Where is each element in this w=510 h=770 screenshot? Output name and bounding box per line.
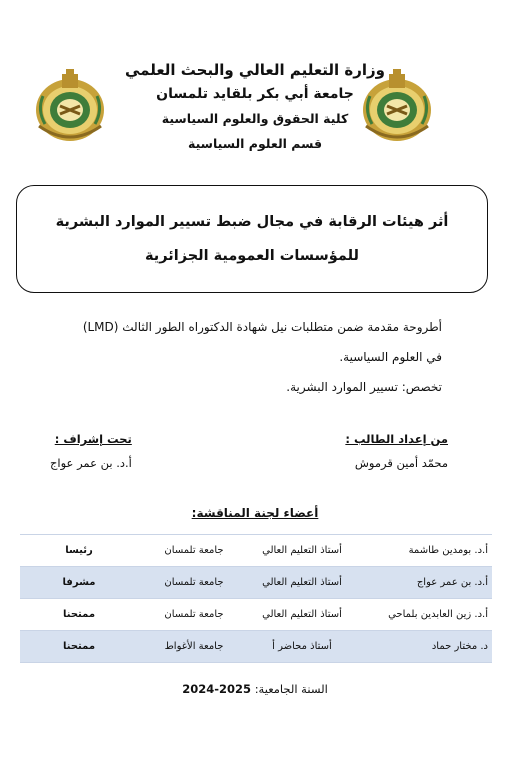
department-name: قسم العلوم السياسية [187, 136, 322, 151]
student-block [345, 432, 448, 470]
table-row [20, 599, 492, 631]
committee-table [20, 534, 492, 663]
supervisor-label: تحت إشراف : [54, 432, 132, 446]
member-university: جامعة الأغواط [138, 631, 250, 663]
thesis-degree-line: أطروحة مقدمة ضمن متطلبات نيل شهادة الدكتوراه الطور الثالث (LMD) [82, 320, 442, 334]
member-university: جامعة تلمسان [138, 599, 250, 631]
committee-heading: أعضاء لجنة المناقشة: [191, 506, 319, 520]
faculty-name: كلية الحقوق والعلوم السياسية [161, 111, 349, 126]
member-university: جامعة تلمسان [138, 567, 250, 599]
member-rank: أستاذ التعليم العالي [250, 599, 354, 631]
member-rank: أستاذ التعليم العالي [250, 567, 354, 599]
member-role: مشرفا [20, 567, 138, 599]
table-row [20, 535, 492, 567]
academic-year [0, 682, 510, 696]
member-role: ممتحنا [20, 599, 138, 631]
member-name: د. مختار حماد [354, 631, 492, 663]
thesis-title: أثر هيئات الرقابة في مجال ضبط تسيير الموارد البشرية للمؤسسات العمومية الجزائرية [55, 214, 449, 264]
table-row [20, 631, 492, 663]
institution-header [120, 58, 390, 156]
academic-year-value: 2025-2024 [182, 682, 252, 696]
member-university: جامعة تلمسان [138, 535, 250, 567]
member-role: ممتحنا [20, 631, 138, 663]
thesis-title-box [16, 185, 488, 293]
thesis-field-line: في العلوم السياسية. [339, 350, 442, 364]
thesis-specialty-line: تخصص: تسيير الموارد البشرية. [286, 380, 442, 394]
academic-year-label: السنة الجامعية: [254, 682, 328, 696]
supervisor-block [50, 432, 132, 470]
member-name: أ.د. بومدين طاشمة [354, 535, 492, 567]
university-seal-icon [31, 66, 109, 144]
thesis-description [60, 312, 442, 402]
university-seal-logo-left [31, 66, 109, 144]
ministry-name: وزارة التعليم العالي والبحث العلمي [124, 61, 386, 79]
member-name: أ.د. بن عمر عواج [354, 567, 492, 599]
member-role: رئيسا [20, 535, 138, 567]
member-rank: أستاذ التعليم العالي [250, 535, 354, 567]
member-rank: أستاذ محاضر أ [250, 631, 354, 663]
student-label: من إعداد الطالب : [345, 432, 448, 446]
supervisor-name: أ.د. بن عمر عواج [50, 456, 132, 470]
student-name: محمّد أمين قرموش [354, 456, 448, 470]
table-row [20, 567, 492, 599]
member-name: أ.د. زين العابدين بلماحي [354, 599, 492, 631]
university-name: جامعة أبي بكر بلقايد تلمسان [156, 86, 354, 102]
